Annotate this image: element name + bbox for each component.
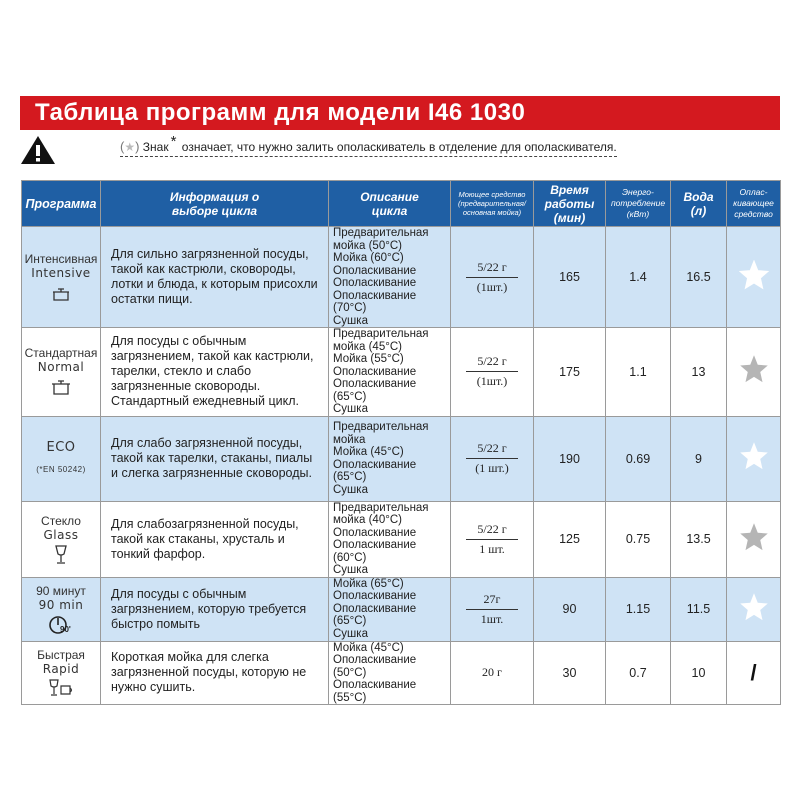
program-description: Предварительная мойка (45°C) Мойка (55°C) Ополаскивание Ополаскивание (65°C) Сушка	[329, 328, 451, 417]
detergent-cell: 27г 1шт.	[451, 577, 534, 641]
star-icon	[739, 260, 769, 290]
not-applicable-mark: /	[750, 659, 757, 685]
energy-cell: 0.75	[606, 501, 671, 577]
program-info: Короткая мойка для слегка загрязненной посуды, которую не нужно сушить.	[101, 641, 329, 705]
warning-icon	[20, 135, 56, 165]
program-info: Для слабозагрязненной посуды, такой как стаканы, хрусталь и тонкий фарфор.	[101, 501, 329, 577]
header-water: Вода (л)	[671, 181, 727, 227]
rinse-aid-cell	[727, 641, 781, 705]
program-description: Предварительная мойка (50°C) Мойка (60°C) Ополаскивание Ополаскивание Ополаскивание (70°C) Сушка	[329, 227, 451, 328]
header-detergent: Моющее средство (предварительная/ основная мойка)	[451, 181, 534, 227]
water-cell: 11.5	[671, 577, 727, 641]
detergent-cell: 5/22 г (1шт.)	[451, 227, 534, 328]
rinse-aid-cell	[727, 328, 781, 417]
note-text: означает, что нужно залить ополаскиватель в отделение для ополаскивателя.	[181, 140, 617, 154]
svg-text:90': 90'	[60, 624, 71, 634]
program-name-cell: Быстрая Rapid	[22, 641, 101, 705]
glass-cup-icon	[48, 679, 74, 697]
pot-icon	[50, 377, 72, 397]
energy-cell: 1.4	[606, 227, 671, 328]
water-cell: 13	[671, 328, 727, 417]
program-table	[21, 180, 781, 705]
time-cell: 90	[534, 577, 606, 641]
program-description: Предварительная мойка (40°C) Ополаскивание Ополаскивание (60°C) Сушка	[329, 501, 451, 577]
rinse-aid-cell	[727, 227, 781, 328]
detergent-cell: 5/22 г (1 шт.)	[451, 416, 534, 501]
program-description: Мойка (45°C) Ополаскивание (50°C) Ополаскивание (55°C)	[329, 641, 451, 705]
program-name-cell: 90 минут 90 min 90'	[22, 577, 101, 641]
header-energy: Энерго- потребление (кВт)	[606, 181, 671, 227]
detergent-cell: 5/22 г (1шт.)	[451, 328, 534, 417]
timer-90-icon	[49, 615, 73, 635]
header-info: Информация о выборе цикла	[101, 181, 329, 227]
water-cell: 10	[671, 641, 727, 705]
header-rinse-aid: Оплас- кивающее средство	[727, 181, 781, 227]
table-row	[22, 328, 781, 417]
asterisk-mark: *	[170, 133, 177, 150]
table-row	[22, 577, 781, 641]
energy-cell: 0.69	[606, 416, 671, 501]
rinse-aid-cell	[727, 501, 781, 577]
table-row	[22, 501, 781, 577]
program-description: Мойка (65°C) Ополаскивание Ополаскивание (65°C) Сушка	[329, 577, 451, 641]
program-name-cell: ECO (*EN 50242)	[22, 416, 101, 501]
star-icon	[739, 522, 769, 552]
program-name-cell: Стекло Glass	[22, 501, 101, 577]
star-icon	[739, 592, 769, 622]
wine-glass-icon	[53, 545, 69, 565]
time-cell: 190	[534, 416, 606, 501]
note-text-line: (★) Знак * означает, что нужно залить ополаскиватель в отделение для ополаскивателя.	[120, 139, 617, 157]
header-row	[22, 181, 781, 227]
header-program: Программа	[22, 181, 101, 227]
energy-cell: 1.1	[606, 328, 671, 417]
table-row	[22, 641, 781, 705]
program-info: Для слабо загрязненной посуды, такой как тарелки, стаканы, пиалы и слегка загрязненные сковороды.	[101, 416, 329, 501]
time-cell: 125	[534, 501, 606, 577]
rinse-aid-cell	[727, 577, 781, 641]
program-name-cell: Интенсивная Intensive	[22, 227, 101, 328]
energy-cell: 1.15	[606, 577, 671, 641]
star-icon	[739, 441, 769, 471]
rinse-aid-cell	[727, 416, 781, 501]
star-icon: ★	[124, 140, 136, 154]
detergent-cell: 20 г	[451, 641, 534, 705]
time-cell: 165	[534, 227, 606, 328]
program-info: Для посуды с обычным загрязнением, которую требуется быстро помыть	[101, 577, 329, 641]
header-description: Описание цикла	[329, 181, 451, 227]
program-description: Предварительная мойка Мойка (45°C) Ополаскивание (65°C) Сушка	[329, 416, 451, 501]
header-time: Время работы (мин)	[534, 181, 606, 227]
table-row	[22, 416, 781, 501]
energy-cell: 0.7	[606, 641, 671, 705]
water-cell: 9	[671, 416, 727, 501]
detergent-cell: 5/22 г 1 шт.	[451, 501, 534, 577]
program-info: Для посуды с обычным загрязнением, такой как кастрюли, тарелки, стекло и слабо загрязненные сковороды. Стандартный ежедневный цикл.	[101, 328, 329, 417]
time-cell: 175	[534, 328, 606, 417]
page-title: Таблица программ для модели I46 1030	[20, 96, 780, 130]
program-info: Для сильно загрязненной посуды, такой как кастрюли, сковороды, лотки и блюда, к которым присохли остатки пищи.	[101, 227, 329, 328]
table-row	[22, 227, 781, 328]
time-cell: 30	[534, 641, 606, 705]
rinse-aid-note	[20, 133, 780, 169]
water-cell: 13.5	[671, 501, 727, 577]
program-name-cell: Стандартная Normal	[22, 328, 101, 417]
star-icon	[739, 354, 769, 384]
pot-lid-icon	[50, 283, 72, 303]
water-cell: 16.5	[671, 227, 727, 328]
note-sign-word: Знак	[142, 140, 169, 154]
